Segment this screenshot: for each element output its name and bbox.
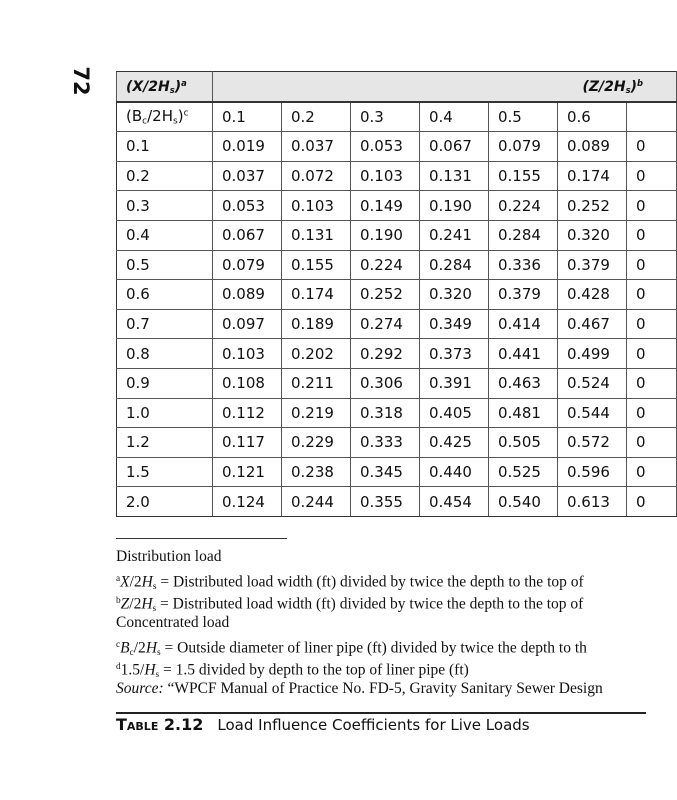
- source-text: “WPCF Manual of Practice No. FD-5, Gravity Sanitary Sewer Design: [167, 680, 603, 697]
- footnote-divider: [116, 538, 287, 539]
- table-cell: 0: [627, 368, 677, 398]
- table-cell: 0.067: [213, 220, 282, 250]
- table-row: [117, 280, 677, 310]
- table-cell: 0.414: [489, 309, 558, 339]
- table-cell: 0: [627, 428, 677, 458]
- table-cell: 0.425: [420, 428, 489, 458]
- table-row: [117, 398, 677, 428]
- table-cell: 0.097: [213, 309, 282, 339]
- table-cell: 0.072: [282, 161, 351, 191]
- table-row: [117, 309, 677, 339]
- caption-text: Load Influence Coefficients for Live Loads: [217, 716, 530, 734]
- table-cell: 0.089: [558, 132, 627, 162]
- column-header-cell: 0.5: [489, 102, 558, 132]
- table-cell: 0.241: [420, 220, 489, 250]
- table-cell: 0.211: [282, 368, 351, 398]
- table-row: [117, 339, 677, 369]
- table-cell: 0.355: [351, 487, 420, 517]
- note-b: $^bZ/2H_s$ = Distributed load width (ft) divided by twice the depth to the top of: [116, 595, 584, 614]
- table-cell: 0.224: [351, 250, 420, 280]
- table-cell: 0.467: [558, 309, 627, 339]
- table-cell: 0.229: [282, 428, 351, 458]
- column-header-cell: 0.3: [351, 102, 420, 132]
- table-cell: 0.149: [351, 191, 420, 221]
- column-header-cell: 0.6: [558, 102, 627, 132]
- caption-label: Table 2.12: [116, 715, 204, 734]
- table-row: [117, 457, 677, 487]
- table-cell: 0: [627, 339, 677, 369]
- table-cell: 0.224: [489, 191, 558, 221]
- table-cell: 0.292: [351, 339, 420, 369]
- row-label-cell: 0.3: [117, 191, 213, 221]
- table-cell: 0.596: [558, 457, 627, 487]
- table-cell: 0.320: [558, 220, 627, 250]
- table-cell: 0.067: [420, 132, 489, 162]
- table-cell: 0.481: [489, 398, 558, 428]
- table-cell: 0.320: [420, 280, 489, 310]
- table-cell: 0: [627, 250, 677, 280]
- table-cell: 0.117: [213, 428, 282, 458]
- row-label-cell: 0.9: [117, 368, 213, 398]
- page-number: 72: [69, 66, 93, 96]
- table-cell: 0.505: [489, 428, 558, 458]
- row-header-label: $(X/2H_s)^a$: [117, 72, 213, 102]
- table-cell: 0.391: [420, 368, 489, 398]
- table-cell: 0.219: [282, 398, 351, 428]
- table-cell: 0.103: [351, 161, 420, 191]
- table-cell: 0.053: [351, 132, 420, 162]
- row-label-cell: 0.1: [117, 132, 213, 162]
- table-row: [117, 132, 677, 162]
- column-header-row: [117, 102, 677, 132]
- concentrated-heading: Concentrated load: [116, 614, 230, 631]
- distribution-heading: Distribution load: [116, 548, 222, 565]
- table-cell: 0.463: [489, 368, 558, 398]
- table-cell: 0.440: [420, 457, 489, 487]
- table-cell: 0: [627, 398, 677, 428]
- table-cell: 0.284: [489, 220, 558, 250]
- table-cell: 0.252: [351, 280, 420, 310]
- table-cell: 0.244: [282, 487, 351, 517]
- table-cell: 0.174: [282, 280, 351, 310]
- table-cell: 0: [627, 457, 677, 487]
- table-cell: 0.525: [489, 457, 558, 487]
- table-cell: 0.019: [213, 132, 282, 162]
- table-cell: 0.405: [420, 398, 489, 428]
- table-cell: 0.274: [351, 309, 420, 339]
- table-cell: 0: [627, 309, 677, 339]
- row-label-cell: 0.7: [117, 309, 213, 339]
- table-row: [117, 487, 677, 517]
- row-label-cell: 1.5: [117, 457, 213, 487]
- table-cell: 0.174: [558, 161, 627, 191]
- table-cell: 0.190: [351, 220, 420, 250]
- table-cell: 0: [627, 191, 677, 221]
- caption-rule: [116, 712, 646, 714]
- table-cell: 0.103: [213, 339, 282, 369]
- table-cell: 0.155: [282, 250, 351, 280]
- table-cell: 0: [627, 132, 677, 162]
- table-cell: 0.349: [420, 309, 489, 339]
- table-cell: 0.112: [213, 398, 282, 428]
- table-cell: 0.202: [282, 339, 351, 369]
- table-cell: 0.524: [558, 368, 627, 398]
- load-influence-table: [116, 71, 677, 517]
- column-group-label: $(Z/2H_s)^b$: [213, 72, 677, 102]
- table-row: [117, 191, 677, 221]
- table-cell: 0: [627, 280, 677, 310]
- table-cell: 0.131: [420, 161, 489, 191]
- table-cell: 0.540: [489, 487, 558, 517]
- table-cell: 0.108: [213, 368, 282, 398]
- row-label-cell: 0.6: [117, 280, 213, 310]
- column-header-cell: [627, 102, 677, 132]
- table-cell: 0.345: [351, 457, 420, 487]
- table-row: [117, 220, 677, 250]
- table-cell: 0.252: [558, 191, 627, 221]
- table-row: [117, 428, 677, 458]
- table-caption: [116, 715, 530, 734]
- table-cell: 0.103: [282, 191, 351, 221]
- source-note: [116, 678, 676, 700]
- table-cell: 0: [627, 487, 677, 517]
- table-cell: 0.238: [282, 457, 351, 487]
- row-label-cell: 0.2: [117, 161, 213, 191]
- table-cell: 0.089: [213, 280, 282, 310]
- column-header-label: $(B_c/2H_s)^c$: [117, 102, 213, 132]
- row-label-cell: 0.4: [117, 220, 213, 250]
- table-cell: 0.124: [213, 487, 282, 517]
- row-label-cell: 0.5: [117, 250, 213, 280]
- column-header-cell: 0.2: [282, 102, 351, 132]
- table-cell: 0.454: [420, 487, 489, 517]
- table-cell: 0.190: [420, 191, 489, 221]
- table-cell: 0.189: [282, 309, 351, 339]
- table-row: [117, 250, 677, 280]
- table-cell: 0.333: [351, 428, 420, 458]
- note-c: $^cB_c/2H_s$ = Outside diameter of liner pipe (ft) divided by twice the depth to th: [116, 639, 587, 658]
- table-cell: 0.284: [420, 250, 489, 280]
- note-a: $^aX/2H_s$ = Distributed load width (ft) divided by twice the depth to the top of: [116, 573, 584, 592]
- table-cell: 0.155: [489, 161, 558, 191]
- table-cell: 0.379: [558, 250, 627, 280]
- row-label-cell: 2.0: [117, 487, 213, 517]
- table-cell: 0.037: [282, 132, 351, 162]
- table-cell: 0: [627, 220, 677, 250]
- table-cell: 0.121: [213, 457, 282, 487]
- table-row: [117, 161, 677, 191]
- table-cell: 0.373: [420, 339, 489, 369]
- row-label-cell: 1.0: [117, 398, 213, 428]
- note-d: $^d1.5/H_s = 1.5$ divided by depth to the top of liner pipe (ft): [116, 661, 469, 680]
- table-cell: 0.318: [351, 398, 420, 428]
- table-cell: 0.441: [489, 339, 558, 369]
- table-cell: 0.336: [489, 250, 558, 280]
- table-cell: 0.306: [351, 368, 420, 398]
- table-cell: 0.053: [213, 191, 282, 221]
- table-cell: 0: [627, 161, 677, 191]
- table-cell: 0.131: [282, 220, 351, 250]
- row-label-cell: 1.2: [117, 428, 213, 458]
- table-header-row: [117, 72, 677, 102]
- source-label: Source:: [116, 680, 164, 697]
- table-cell: 0.572: [558, 428, 627, 458]
- table-cell: 0.379: [489, 280, 558, 310]
- column-header-cell: 0.4: [420, 102, 489, 132]
- table-cell: 0.613: [558, 487, 627, 517]
- table-cell: 0.037: [213, 161, 282, 191]
- footnotes: [116, 546, 676, 700]
- table-cell: 0.544: [558, 398, 627, 428]
- table-cell: 0.499: [558, 339, 627, 369]
- table-cell: 0.079: [213, 250, 282, 280]
- column-header-cell: 0.1: [213, 102, 282, 132]
- row-label-cell: 0.8: [117, 339, 213, 369]
- table-row: [117, 368, 677, 398]
- table-cell: 0.428: [558, 280, 627, 310]
- table-cell: 0.079: [489, 132, 558, 162]
